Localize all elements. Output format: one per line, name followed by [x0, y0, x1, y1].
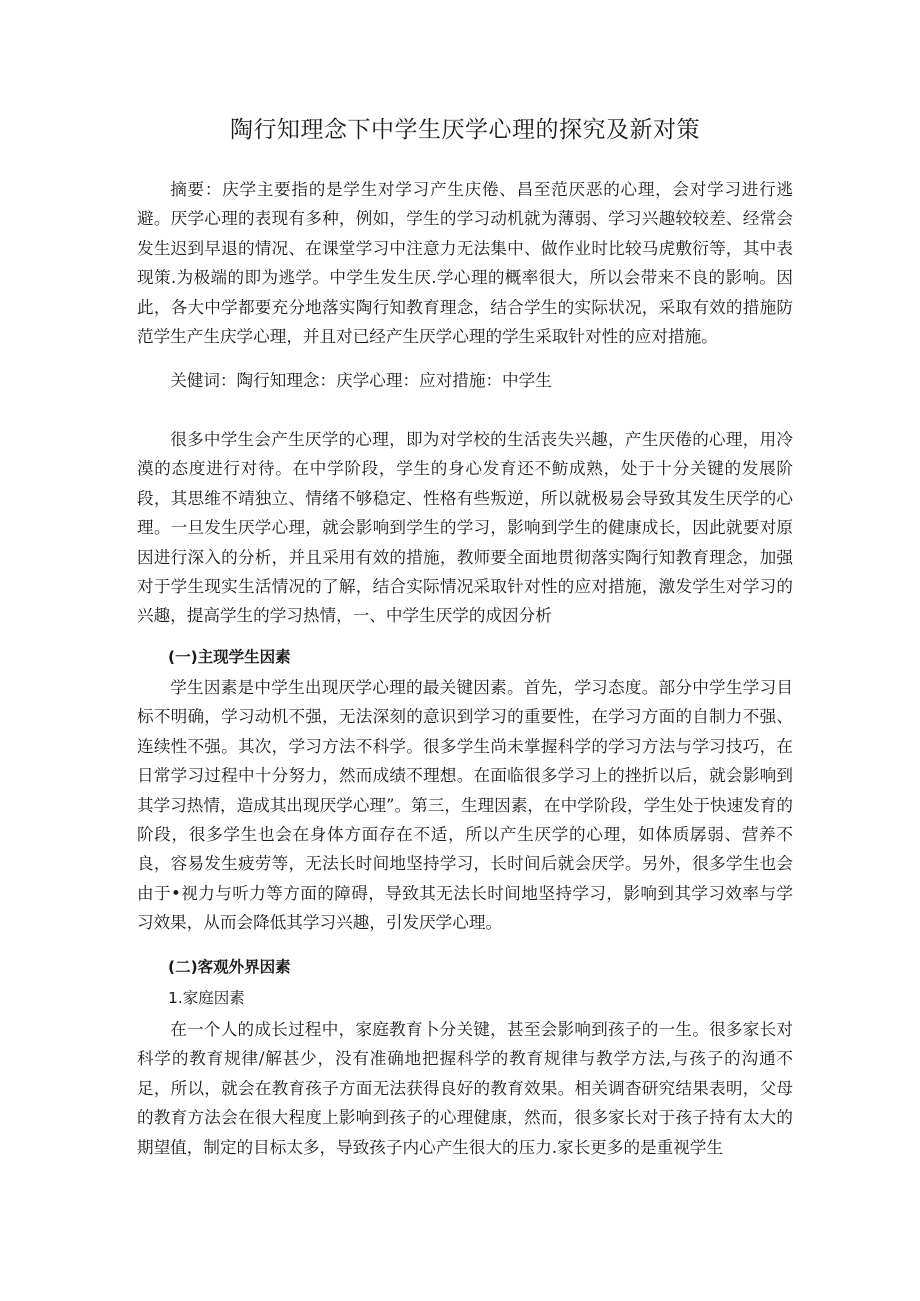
- section2-heading: (二)客观外界因素: [168, 958, 291, 976]
- section2-subheading: 1.家庭因素: [168, 989, 245, 1007]
- section1-paragraph: 学生因素是中学生出现厌学心理的最关键因素。首先，学习态度。部分中学生学习目标不明确，学习动机不强，无法深刻的意识到学习的重要性，在学习方面的自制力不强、连续性不强。其次，学习方法不科学。很多学生尚未掌握科学的学习方法与学习技巧，在日常学习过程中十分努力，然而成绩不理想。在面临很多学习上的挫折以后，就会影响到其学习热情，造成其出现厌学心理”。第三，生理因素，在中学阶段，学生处于快速发育的阶段，很多学生也会在身体方面存在不适，所以产生厌学的心理，如体质孱弱、营养不良，容易发生疲劳等，无法长时间地坚持学习，长时间后就会厌学。另外，很多学生也会由于•视力与听力等方面的障碍，导致其无法长时间地坚持学习，影响到其学习效率与学习效果，从而会降低其学习兴趣，引发厌学心理。: [137, 678, 793, 933]
- document-title: 陶行知理念下中学生厌学心理的探究及新对策: [230, 117, 700, 143]
- section2-paragraph: 在一个人的成长过程中，家庭教育卜分关键，甚至会影响到孩子的一生。很多家长对科学的教育规律/解甚少，没有准确地把握科学的教育规律与教学方法,与孩子的沟通不足，所以，就会在教育孩子方面无法获得良好的教育效果。相关调杳研究结果表明，父母的教育方法会在很大程度上影响到孩子的心理健康，然而，很多家长对于孩子持有太大的期望值，制定的目标太多，导致孩子内心产生很大的压力.家长更多的是重视学生: [137, 1020, 793, 1157]
- section1-heading: (一)主现学生因素: [168, 648, 291, 666]
- abstract-paragraph: 摘要：庆学主要指的是学生对学习产生庆倦、昌至范厌恶的心理，会对学习进行逃避。厌学心理的表现有多种，例如，学生的学习动机就为薄弱、学习兴趣较较差、经常会发生迟到早退的情况、在课堂学习中注意力无法集中、做作业时比较马虎敷衍等，其中表现策.为极端的即为逃学。中学生发生厌.学心理的概率很大，所以会带来不良的影响。因此，各大中学都要充分地落实陶行知教育理念，结合学生的实际状况，采取有效的措施防范学生产生庆学心理，并且对已经产生厌学心理的学生采取针对性的应对措施。: [137, 180, 793, 347]
- intro-paragraph: 很多中学生会产生厌学的心理，即为对学校的生活丧失兴趣，产生厌倦的心理，用冷漠的态度进行对待。在中学阶段，学生的身心发育还不鲂成熟，处于十分关键的发展阶段，其思维不靖独立、情绪不够稳定、性格有些叛逆，所以就极易会导致其发生厌学的心理。一旦发生厌学心理，就会影响到学生的学习，影响到学生的健康成长，因此就要对原因进行深入的分析，并且采用有效的措施，教师要全面地贯彻落实陶行知教育理念，加强对于学生现实生活情况的了解，结合实际情况采取针对性的应对措施，激发学生对学习的兴趣，提高学生的学习热情，一、中学生厌学的成因分析: [137, 430, 793, 626]
- keywords-line: 关健词：陶行知理念：庆学心理：应对措施：中学生: [170, 371, 552, 390]
